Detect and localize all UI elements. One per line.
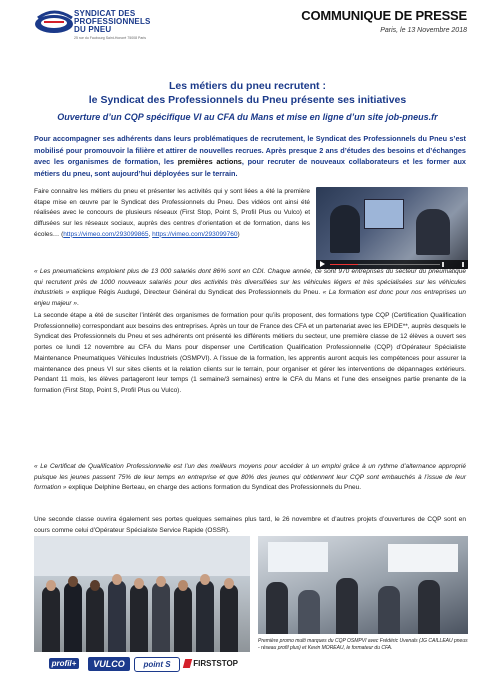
video-progress[interactable] [330, 264, 440, 266]
org-tagline: 25 rue du Faubourg Saint-Honoré 75008 Paris [74, 36, 146, 40]
firststop-mark-icon [183, 659, 193, 668]
org-name-line3: DU PNEU [74, 25, 112, 34]
group-photo [34, 536, 250, 652]
link-separator: , [148, 230, 153, 238]
quote1-attribution: explique Régis Audugé, Directeur Général du Syndicat des Professionnels du Pneu. [69, 289, 323, 297]
partner-logo-points: point S [134, 657, 180, 672]
partner-logo-vulco: VULCO [88, 657, 130, 671]
intro-highlight: premières actions [177, 157, 242, 166]
quote-training-lead [34, 462, 466, 494]
quote2-attribution: explique Delphine Berteau, en charge des actions formation du Syndicat des Professionnels du Pneu. [66, 484, 362, 492]
partner-logo-profilplus: profil+ [44, 657, 84, 670]
photo-caption: Première promo multi marques du CQP OSMPVI avec Frédéric Uvenals (JG CAILLEAU pneus - réseau profil plus) et Kevin MOREAU, le formateur du CFA. [258, 638, 468, 651]
tyre-logo-icon [34, 8, 76, 34]
partner-logo-firststop: FIRSTSTOP [184, 657, 238, 670]
intro-text-c: , pour recruter de nouveaux collaborateurs et les former aux métiers du pneu, sont aujourd’hui déployées sur le terrain. [34, 157, 466, 178]
org-name-line2: PROFESSIONNELS [74, 17, 151, 26]
doc-date: Paris, le 13 Novembre 2018 [380, 27, 467, 34]
org-name-line1: SYNDICAT DES [74, 9, 136, 18]
classroom-photo [258, 536, 468, 634]
intro-text-a: Pour accompagner ses adhérents dans leurs problématiques de recrutement, le Syndicat des Professionnels du Pneu s’est mobilisé pour promouvoir la filière et attirer de nouvelles recrues. Après presque 2 ans d’études des besoins et d’échanges avec les organismes de formation, les [34, 134, 466, 166]
quote1-period: . [77, 300, 79, 308]
page-title-line1: Les métiers du pneu recrutent : [169, 80, 326, 92]
paragraph-next-class: Une seconde classe ouvrira également ses portes quelques semaines plus tard, le 26 novembre et d’autres projets d’ouvertures de CQP sont en cours comme celui d’Opérateur Spécialiste Service Rapide (OSSR). [34, 516, 466, 534]
doc-type-heading: COMMUNIQUE DE PRESSE [301, 8, 467, 23]
page-subtitle: Ouverture d’un CQP spécifique VI au CFA du Mans et mise en ligne d’un site job-pneus.fr [57, 112, 438, 122]
video-player[interactable] [316, 187, 468, 269]
quote-director [34, 267, 466, 310]
intro-paragraph [34, 133, 466, 179]
para1-close: ) [237, 230, 240, 238]
quote1-closing: « La formation est donc pour nos entreprises un enjeu majeur » [34, 289, 467, 308]
video-screen [364, 199, 404, 229]
para1-text: Faire connaitre les métiers du pneu et présenter les activités qui y sont liées a été la première étape mise en œuvre par le Syndicat des Professionnels du Pneu. Des vidéos ont ainsi été réalisées avec le concours de plusieurs réseaux (First Stop, Point S, Profil Plus ou Vulco) et diffusées sur les réseaux sociaux, auprès des centres d’orientation et de formation, dans les écoles… ( [34, 188, 310, 238]
quote1-text: « Les pneumaticiens emploient plus de 13 000 salariés dont 86% sont en CDI. Chaque année, ce sont 970 entreprises du secteur du pneumatique qui recrutent près de 1000 nouveaux salariés pour des activités très diversifiées sur les véhicules légers et très spécialisées sur les véhicules industriels » [34, 268, 466, 297]
paragraph-videos [34, 187, 310, 241]
video-figure [330, 205, 360, 253]
video-figure [416, 209, 450, 255]
page-title-line2: le Syndicat des Professionnels du Pneu présente ses initiatives [88, 94, 407, 106]
paragraph-training: La seconde étape a été de susciter l’intérêt des organismes de formation pour qu’ils proposent, des formations type CQP (Certification Qualification Professionnelle) correspondant aux besoins des entreprises. Après un tour de France des CFA et un partenariat avec les EPIDE**, auprès desquels le Syndicat des Professionnels du Pneu et ses adhérents ont présenté les différents métiers du secteur, une première classe de 12 élèves a ouvert ses portes ce lundi 12 novembre au CFA du Mans pour dispenser une Certification Qualification Professionnelle (CQP) d’Opérateur Spécialiste Maintenance Pneumatiques Véhicules Industriels (OSMPVI). A l’issue de la formation, les apprentis auront acquis les compétences pour assurer la maintenance des pneus VI sur sites clients et la relation clients sur le terrain, pour organiser et gérer les interventions de dépannages extérieurs. Pendant 11 mois, les élèves partageront leur temps (1 semaine/3 semaines) entre le CFA du Mans et l’une des enseignes partie prenante de la formation (First Stop, Point S, Profil Plus ou Vulco). [34, 312, 466, 394]
vimeo-link-2[interactable]: https://vimeo.com/293099760 [152, 230, 238, 238]
org-logo [34, 6, 154, 48]
vimeo-link-1[interactable]: https://vimeo.com/293099865 [63, 230, 149, 238]
quote2-text: « Le Certificat de Qualification Professionnelle est l’un des meilleurs moyens pour accéder à un emploi grâce à un rythme d’alternance approprié puisque les jeunes passent 75% de leur temps en entreprise et que 80% des jeunes qui obtiennent leur CQP sont embauchés à l’issue de leur formation » [34, 463, 466, 492]
